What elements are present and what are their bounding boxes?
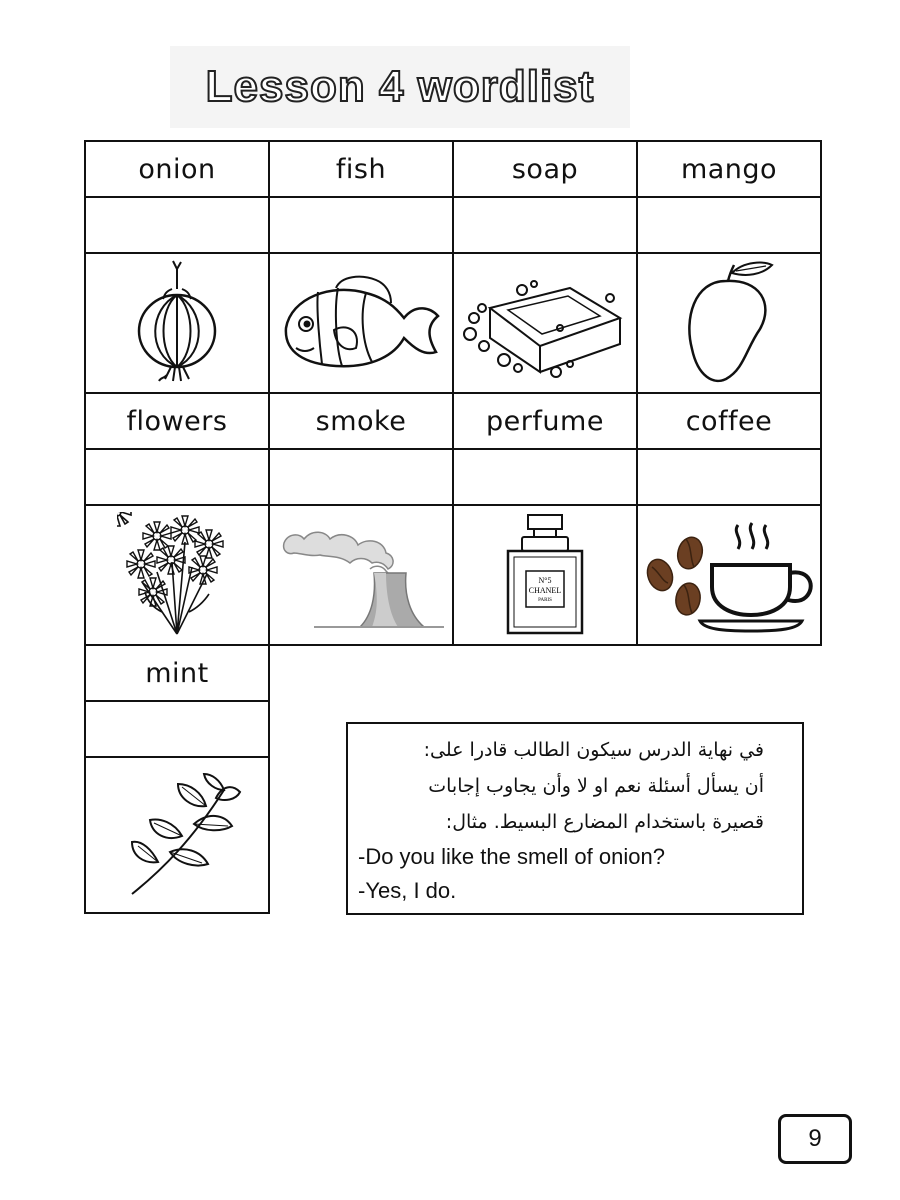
flowers-icon (117, 512, 237, 638)
objective-line-1: في نهاية الدرس سيكون الطالب قادرا على: (423, 739, 764, 761)
page-number: 9 (778, 1114, 852, 1164)
perfume-icon (500, 513, 590, 637)
picture-cell-fish (269, 253, 453, 393)
objective-line-2: أن يسأل أسئلة نعم او لا وأن يجاوب إجابات (428, 775, 764, 797)
title-banner (170, 46, 630, 128)
perfume-label-city: PARIS (538, 598, 552, 603)
word-mango: mango (637, 141, 821, 197)
picture-cell-soap (453, 253, 637, 393)
example-answer: -Yes, I do. (358, 878, 457, 903)
blank-cell-smoke (269, 449, 453, 505)
word-fish: fish (269, 141, 453, 197)
word-coffee: coffee (637, 393, 821, 449)
example-question: -Do you like the smell of onion? (358, 844, 665, 869)
blank-cell-mango (637, 197, 821, 253)
fish-icon (276, 268, 446, 378)
blank-cell-perfume (453, 449, 637, 505)
objectives-box (346, 722, 804, 915)
picture-cell-onion (85, 253, 269, 393)
word-perfume: perfume (453, 393, 637, 449)
word-smoke: smoke (269, 393, 453, 449)
blank-cell-coffee (637, 449, 821, 505)
blank-cell-fish (269, 197, 453, 253)
smoke-icon (274, 515, 448, 635)
word-mint: mint (85, 645, 269, 701)
picture-cell-mango (637, 253, 821, 393)
blank-cell-onion (85, 197, 269, 253)
word-soap: soap (453, 141, 637, 197)
perfume-label-number: N°5 (538, 576, 552, 585)
picture-cell-smoke (269, 505, 453, 645)
perfume-label-brand: CHANEL (528, 586, 562, 595)
onion-icon (127, 259, 227, 387)
soap-icon (460, 268, 630, 378)
picture-cell-mint (85, 757, 269, 913)
coffee-icon (640, 517, 818, 633)
blank-cell-mint (85, 701, 269, 757)
blank-cell-soap (453, 197, 637, 253)
picture-cell-flowers (85, 505, 269, 645)
picture-cell-coffee (637, 505, 821, 645)
mango-icon (674, 259, 784, 387)
mint-icon (112, 770, 242, 900)
word-flowers: flowers (85, 393, 269, 449)
page-title: Lesson 4 wordlist (205, 62, 595, 111)
picture-cell-perfume (453, 505, 637, 645)
blank-cell-flowers (85, 449, 269, 505)
word-onion: onion (85, 141, 269, 197)
objective-line-3: قصيرة باستخدام المضارع البسيط. مثال: (445, 811, 764, 833)
